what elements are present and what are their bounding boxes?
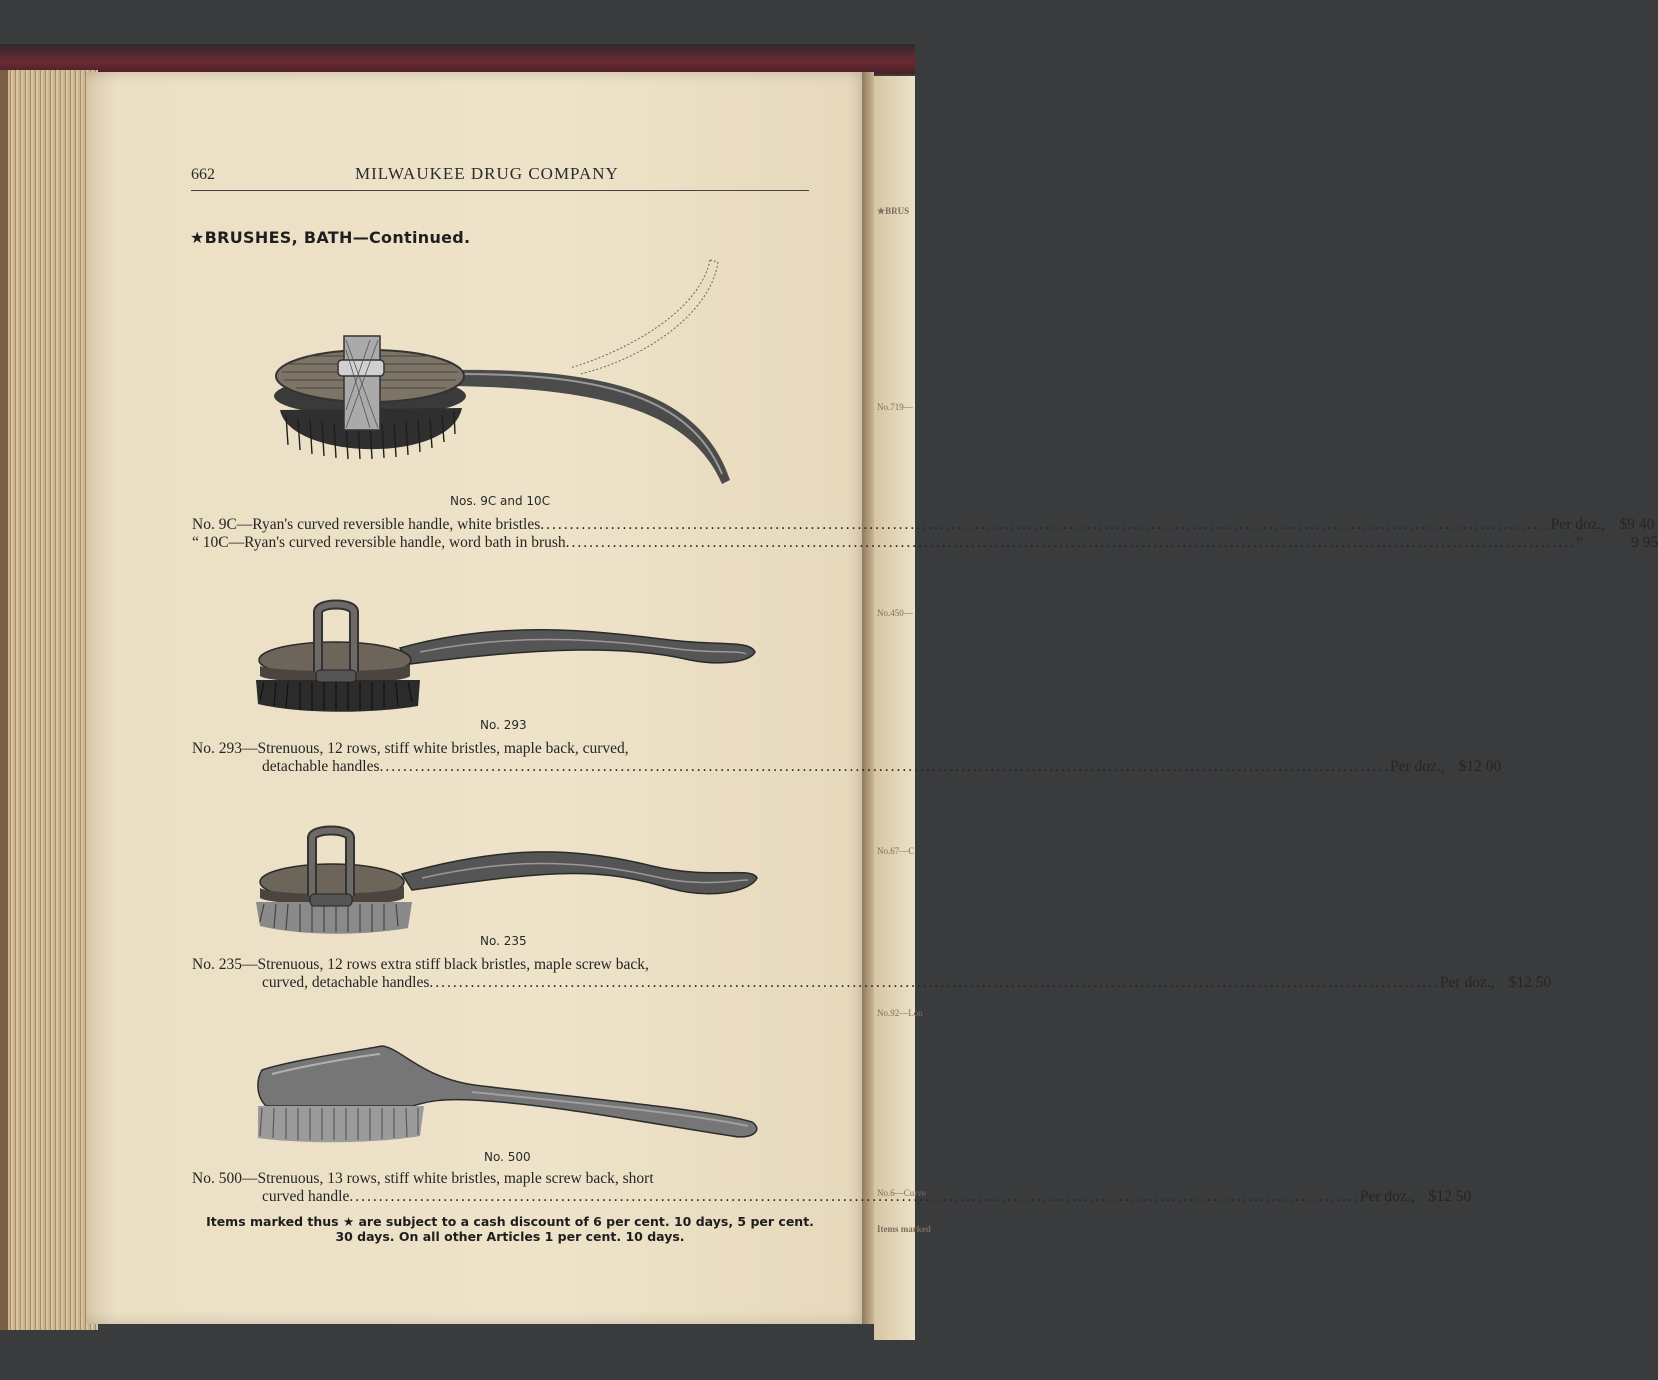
page-number: 662 [191, 166, 215, 183]
next-page-fragment: Items marked [877, 1224, 931, 1234]
item-description-line1: No. 235—Strenuous, 12 rows extra stiff black bristles, maple screw back, [192, 956, 649, 973]
brush-293-illustration [250, 600, 760, 720]
item-description: “ 10C—Ryan's curved reversible handle, word bath in brush [192, 534, 566, 551]
brush-235-illustration [252, 826, 762, 938]
price-unit: Per doz., [1439, 974, 1495, 991]
item-caption: No. 500 [484, 1150, 531, 1164]
section-heading: ★BRUSHES, BATH—Continued. [190, 228, 471, 247]
item-caption: No. 235 [480, 934, 527, 948]
next-page-fragment: No.450— [877, 608, 913, 618]
item-description: No. 9C—Ryan's curved reversible handle, white bristles [192, 516, 541, 533]
item-price: $9 40 [1619, 516, 1655, 533]
next-page-fragment: ★BRUS [877, 206, 910, 216]
running-title: MILWAUKEE DRUG COMPANY [355, 164, 619, 183]
brush-500-illustration [252, 1040, 762, 1145]
item-description: curved handle [262, 1188, 350, 1205]
next-page-fragment: No.719— [877, 402, 913, 412]
leader-dots [379, 758, 1390, 776]
item-caption: No. 293 [480, 718, 527, 732]
leader-dots [566, 534, 1577, 552]
item-description: detachable handles [262, 758, 380, 775]
leader-dots [540, 516, 1551, 534]
price-unit: Per doz., [1359, 1188, 1415, 1205]
price-row [192, 974, 1552, 992]
item-price: $12 50 [1508, 974, 1552, 991]
page-header [191, 164, 809, 191]
leader-dots [429, 974, 1440, 992]
next-page-fragment: No.67—C [877, 846, 915, 856]
leader-dots [349, 1188, 1360, 1206]
ryan-brush-illustration [270, 250, 750, 495]
price-row [192, 758, 1502, 776]
discount-footnote [190, 1214, 830, 1244]
page-edges [0, 70, 98, 1330]
item-price: 9 95 [1631, 534, 1658, 551]
next-page-fragment: No.6—Curve [877, 1188, 926, 1198]
item-price: $12 00 [1458, 758, 1502, 775]
item-price: $12 50 [1428, 1188, 1472, 1205]
item-description: curved, detachable handles [262, 974, 430, 991]
price-unit: Per doz., [1389, 758, 1445, 775]
item-caption: Nos. 9C and 10C [450, 494, 551, 508]
item-description-line1: No. 293—Strenuous, 12 rows, stiff white bristles, maple back, curved, [192, 740, 629, 757]
price-unit: “ [1576, 534, 1584, 551]
item-description-line1: No. 500—Strenuous, 13 rows, stiff white bristles, maple screw back, short [192, 1170, 654, 1187]
price-unit: Per doz., [1550, 516, 1606, 533]
price-row [192, 534, 1658, 552]
page-gutter [862, 72, 874, 1324]
footnote-line: 30 days. On all other Articles 1 per cent. 10 days. [335, 1229, 685, 1244]
price-row [192, 516, 1655, 534]
next-page-fragment: No.92—Lon [877, 1008, 923, 1018]
book-binding [0, 44, 915, 74]
next-page-edge [874, 76, 931, 1340]
footnote-line: Items marked thus ★ are subject to a cash discount of 6 per cent. 10 days, 5 per cent. [206, 1214, 814, 1229]
